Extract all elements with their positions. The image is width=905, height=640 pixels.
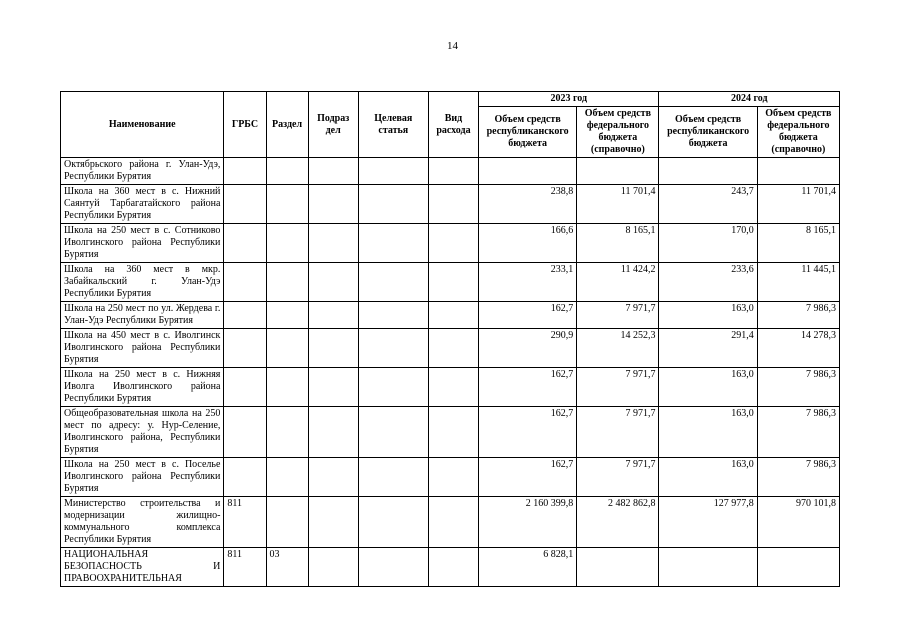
republican-2023-cell: 238,8: [479, 185, 577, 224]
republican-2024-cell: 163,0: [659, 407, 757, 458]
section-cell: 03: [266, 548, 308, 587]
subsection-cell: [308, 185, 358, 224]
expense-type-cell: [428, 158, 478, 185]
federal-2023-cell: [577, 548, 659, 587]
federal-2023-cell: 8 165,1: [577, 224, 659, 263]
expense-type-cell: [428, 407, 478, 458]
republican-2024-cell: 127 977,8: [659, 497, 757, 548]
federal-2023-cell: 7 971,7: [577, 458, 659, 497]
republican-2023-cell: 233,1: [479, 263, 577, 302]
grbs-cell: [224, 185, 266, 224]
republican-2023-cell: 2 160 399,8: [479, 497, 577, 548]
republican-2024-cell: 170,0: [659, 224, 757, 263]
republican-2023-cell: 6 828,1: [479, 548, 577, 587]
header-federal-2024: Объем средств федерального бюджета (справочно): [757, 107, 839, 158]
name-cell: НАЦИОНАЛЬНАЯ БЕЗОПАСНОСТЬ И ПРАВООХРАНИТЕЛЬНАЯ: [61, 548, 224, 587]
name-cell: Октябрьского района г. Улан-Удэ, Республики Бурятия: [61, 158, 224, 185]
grbs-cell: [224, 302, 266, 329]
federal-2024-cell: 7 986,3: [757, 302, 839, 329]
name-cell: Школа на 250 мест по ул. Жердева г. Улан-Удэ Республики Бурятия: [61, 302, 224, 329]
federal-2023-cell: 11 424,2: [577, 263, 659, 302]
republican-2024-cell: 233,6: [659, 263, 757, 302]
page-number: 14: [447, 40, 458, 52]
header-year-2024: 2024 год: [659, 92, 840, 107]
header-republican-2023: Объем средств республиканского бюджета: [479, 107, 577, 158]
section-cell: [266, 497, 308, 548]
table-row: [61, 329, 840, 368]
subsection-cell: [308, 458, 358, 497]
subsection-cell: [308, 368, 358, 407]
grbs-cell: 811: [224, 548, 266, 587]
header-section: Раздел: [266, 92, 308, 158]
target-cell: [358, 368, 428, 407]
target-cell: [358, 224, 428, 263]
expense-type-cell: [428, 224, 478, 263]
table-row: [61, 497, 840, 548]
header-target: Целевая статья: [358, 92, 428, 158]
subsection-cell: [308, 158, 358, 185]
grbs-cell: [224, 224, 266, 263]
federal-2023-cell: 7 971,7: [577, 368, 659, 407]
grbs-cell: [224, 158, 266, 185]
header-republican-2024: Объем средств республиканского бюджета: [659, 107, 757, 158]
federal-2023-cell: [577, 158, 659, 185]
table-row: [61, 548, 840, 587]
target-cell: [358, 329, 428, 368]
subsection-cell: [308, 263, 358, 302]
subsection-cell: [308, 548, 358, 587]
header-expense-type: Вид расхода: [428, 92, 478, 158]
table-body: [61, 158, 840, 587]
federal-2024-cell: 7 986,3: [757, 458, 839, 497]
target-cell: [358, 548, 428, 587]
section-cell: [266, 458, 308, 497]
federal-2024-cell: [757, 158, 839, 185]
expense-type-cell: [428, 497, 478, 548]
republican-2023-cell: 162,7: [479, 302, 577, 329]
table-row: [61, 302, 840, 329]
expense-type-cell: [428, 263, 478, 302]
federal-2023-cell: 14 252,3: [577, 329, 659, 368]
expense-type-cell: [428, 368, 478, 407]
federal-2024-cell: 7 986,3: [757, 407, 839, 458]
name-cell: Школа на 250 мест в с. Нижняя Иволга Иволгинского района Республики Бурятия: [61, 368, 224, 407]
expense-type-cell: [428, 302, 478, 329]
name-cell: Школа на 250 мест в с. Сотниково Иволгинского района Республики Бурятия: [61, 224, 224, 263]
name-cell: Школа на 360 мест в с. Нижний Саянтуй Тарбагатайского района Республики Бурятия: [61, 185, 224, 224]
grbs-cell: [224, 329, 266, 368]
target-cell: [358, 458, 428, 497]
grbs-cell: [224, 458, 266, 497]
republican-2023-cell: 162,7: [479, 368, 577, 407]
federal-2023-cell: 7 971,7: [577, 302, 659, 329]
table-row: [61, 185, 840, 224]
republican-2024-cell: [659, 548, 757, 587]
target-cell: [358, 263, 428, 302]
grbs-cell: [224, 368, 266, 407]
republican-2023-cell: 166,6: [479, 224, 577, 263]
table-row: [61, 368, 840, 407]
republican-2024-cell: 243,7: [659, 185, 757, 224]
name-cell: Общеобразовательная школа на 250 мест по адресу: у. Нур-Селение, Иволгинского района, Республики Бурятия: [61, 407, 224, 458]
subsection-cell: [308, 329, 358, 368]
section-cell: [266, 158, 308, 185]
section-cell: [266, 407, 308, 458]
table-row: [61, 458, 840, 497]
target-cell: [358, 158, 428, 185]
header-federal-2023: Объем средств федерального бюджета (справочно): [577, 107, 659, 158]
header-name: Наименование: [61, 92, 224, 158]
subsection-cell: [308, 497, 358, 548]
republican-2023-cell: [479, 158, 577, 185]
federal-2024-cell: 11 445,1: [757, 263, 839, 302]
table-header: [61, 92, 840, 158]
table-row: [61, 263, 840, 302]
name-cell: Министерство строительства и модернизации жилищно-коммунального комплекса Республики Бурятия: [61, 497, 224, 548]
subsection-cell: [308, 224, 358, 263]
republican-2023-cell: 162,7: [479, 407, 577, 458]
expense-type-cell: [428, 458, 478, 497]
target-cell: [358, 185, 428, 224]
header-year-2023: 2023 год: [479, 92, 659, 107]
name-cell: Школа на 450 мест в с. Иволгинск Иволгинского района Республики Бурятия: [61, 329, 224, 368]
federal-2024-cell: [757, 548, 839, 587]
target-cell: [358, 302, 428, 329]
expense-type-cell: [428, 548, 478, 587]
federal-2024-cell: 11 701,4: [757, 185, 839, 224]
section-cell: [266, 302, 308, 329]
federal-2024-cell: 14 278,3: [757, 329, 839, 368]
grbs-cell: 811: [224, 497, 266, 548]
table-row: [61, 407, 840, 458]
expense-type-cell: [428, 329, 478, 368]
target-cell: [358, 497, 428, 548]
republican-2024-cell: 163,0: [659, 302, 757, 329]
federal-2024-cell: 970 101,8: [757, 497, 839, 548]
republican-2023-cell: 290,9: [479, 329, 577, 368]
republican-2024-cell: 291,4: [659, 329, 757, 368]
grbs-cell: [224, 407, 266, 458]
section-cell: [266, 263, 308, 302]
name-cell: Школа на 360 мест в мкр. Забайкальский г. Улан-Удэ Республики Бурятия: [61, 263, 224, 302]
republican-2023-cell: 162,7: [479, 458, 577, 497]
expense-type-cell: [428, 185, 478, 224]
federal-2024-cell: 8 165,1: [757, 224, 839, 263]
header-subsection: Подраз дел: [308, 92, 358, 158]
table-row: [61, 224, 840, 263]
federal-2023-cell: 11 701,4: [577, 185, 659, 224]
federal-2023-cell: 7 971,7: [577, 407, 659, 458]
republican-2024-cell: 163,0: [659, 458, 757, 497]
republican-2024-cell: [659, 158, 757, 185]
budget-table: [60, 91, 840, 587]
name-cell: Школа на 250 мест в с. Поселье Иволгинского района Республики Бурятия: [61, 458, 224, 497]
subsection-cell: [308, 302, 358, 329]
section-cell: [266, 329, 308, 368]
section-cell: [266, 224, 308, 263]
federal-2023-cell: 2 482 862,8: [577, 497, 659, 548]
section-cell: [266, 368, 308, 407]
subsection-cell: [308, 407, 358, 458]
target-cell: [358, 407, 428, 458]
republican-2024-cell: 163,0: [659, 368, 757, 407]
table-row: [61, 158, 840, 185]
header-grbs: ГРБС: [224, 92, 266, 158]
grbs-cell: [224, 263, 266, 302]
federal-2024-cell: 7 986,3: [757, 368, 839, 407]
section-cell: [266, 185, 308, 224]
